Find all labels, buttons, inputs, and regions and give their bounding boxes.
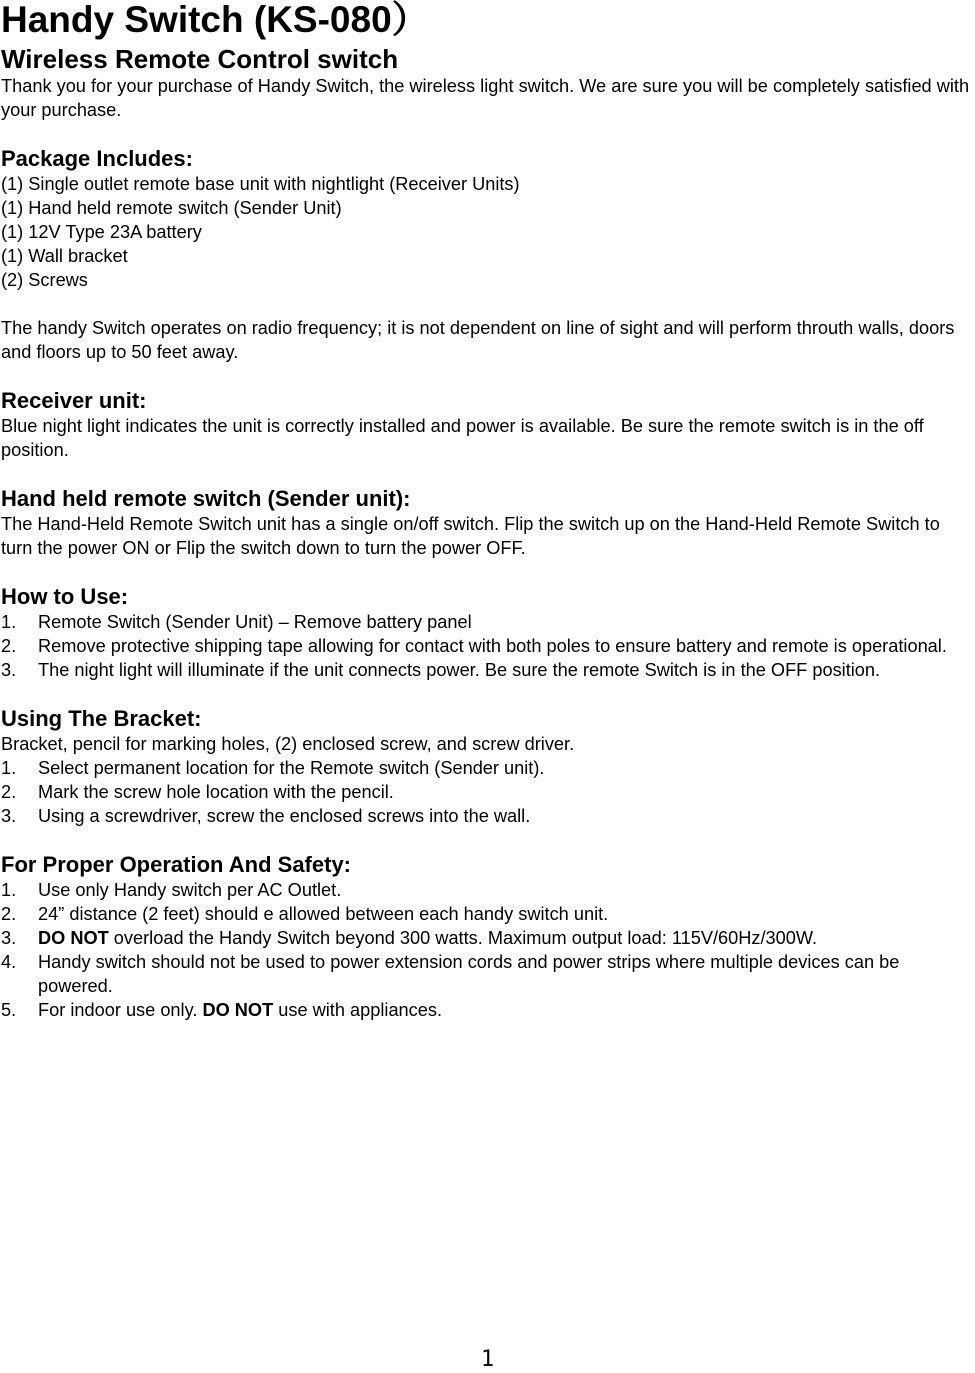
list-number: 4. (1, 952, 17, 972)
sender-text: The Hand-Held Remote Switch unit has a single on/off switch. Flip the switch up on the Hand-Held Remote Switch to turn the power ON or Flip the switch down to turn the power OFF. (1, 514, 940, 558)
safety-heading: For Proper Operation And Safety: (1, 852, 352, 877)
list-item (1, 756, 973, 780)
list-text-pre: For indoor use only. (38, 1000, 203, 1020)
list-item (1, 998, 973, 1022)
list-text: Handy switch should not be used to power extension cords and power strips where multiple devices can be powered. (38, 952, 900, 996)
how-to-use-list (1, 610, 973, 682)
document-page (1, 0, 973, 1022)
list-number: 2. (1, 904, 17, 924)
package-item: (1) 12V Type 23A battery (1, 222, 202, 242)
package-heading: Package Includes: (1, 146, 193, 171)
list-item (1, 610, 973, 634)
list-number: 3. (1, 660, 17, 680)
package-item: (1) Wall bracket (1, 246, 128, 266)
receiver-section (1, 388, 973, 462)
list-text: Remove protective shipping tape allowing for contact with both poles to ensure battery and remote is operational. (38, 636, 947, 656)
list-text: Mark the screw hole location with the pencil. (38, 782, 394, 802)
package-item: (1) Single outlet remote base unit with nightlight (Receiver Units) (1, 174, 520, 194)
receiver-heading: Receiver unit: (1, 388, 147, 413)
list-number: 1. (1, 758, 17, 778)
list-number: 2. (1, 782, 17, 802)
how-to-use-section (1, 584, 973, 682)
list-number: 5. (1, 1000, 17, 1020)
sender-heading: Hand held remote switch (Sender unit): (1, 486, 411, 511)
list-item (1, 878, 973, 902)
intro-paragraph: Thank you for your purchase of Handy Switch, the wireless light switch. We are sure you will be completely satisfied with your purchase. (1, 76, 970, 120)
document-subtitle: Wireless Remote Control switch (1, 44, 399, 74)
list-text: The night light will illuminate if the unit connects power. Be sure the remote Switch is in the OFF position. (38, 660, 881, 680)
list-text: 24” distance (2 feet) should e allowed between each handy switch unit. (38, 904, 609, 924)
list-item (1, 780, 973, 804)
list-number: 2. (1, 636, 17, 656)
document-title: Handy Switch (KS-080） (1, 0, 429, 40)
list-number: 3. (1, 928, 17, 948)
do-not-emphasis: DO NOT (38, 928, 109, 948)
list-text: Use only Handy switch per AC Outlet. (38, 880, 342, 900)
list-number: 1. (1, 612, 17, 632)
safety-list (1, 878, 973, 1022)
bracket-heading: Using The Bracket: (1, 706, 202, 731)
list-text-post: use with appliances. (273, 1000, 443, 1020)
package-section (1, 146, 973, 292)
bracket-intro: Bracket, pencil for marking holes, (2) enclosed screw, and screw driver. (1, 734, 575, 754)
list-text: Select permanent location for the Remote switch (Sender unit). (38, 758, 545, 778)
list-item (1, 902, 973, 926)
how-to-use-heading: How to Use: (1, 584, 129, 609)
bracket-section (1, 706, 973, 828)
list-text: overload the Handy Switch beyond 300 watts. Maximum output load: 115V/60Hz/300W. (108, 928, 818, 948)
bracket-list (1, 756, 973, 828)
safety-section (1, 852, 973, 1022)
list-number: 1. (1, 880, 17, 900)
list-text: Using a screwdriver, screw the enclosed screws into the wall. (38, 806, 531, 826)
receiver-text: Blue night light indicates the unit is correctly installed and power is available. Be sure the remote switch is in the off position. (1, 416, 924, 460)
list-text: Remote Switch (Sender Unit) – Remove battery panel (38, 612, 472, 632)
list-item (1, 950, 973, 998)
package-item: (2) Screws (1, 270, 88, 290)
package-item: (1) Hand held remote switch (Sender Unit) (1, 198, 342, 218)
page-number: 1 (480, 1347, 495, 1372)
do-not-emphasis: DO NOT (202, 1000, 274, 1020)
sender-section (1, 486, 973, 560)
list-item (1, 804, 973, 828)
list-item (1, 658, 973, 682)
rf-note-paragraph: The handy Switch operates on radio frequency; it is not dependent on line of sight and will perform throuth walls, doors and floors up to 50 feet away. (1, 318, 955, 362)
list-item (1, 926, 973, 950)
list-number: 3. (1, 806, 17, 826)
list-item (1, 634, 973, 658)
